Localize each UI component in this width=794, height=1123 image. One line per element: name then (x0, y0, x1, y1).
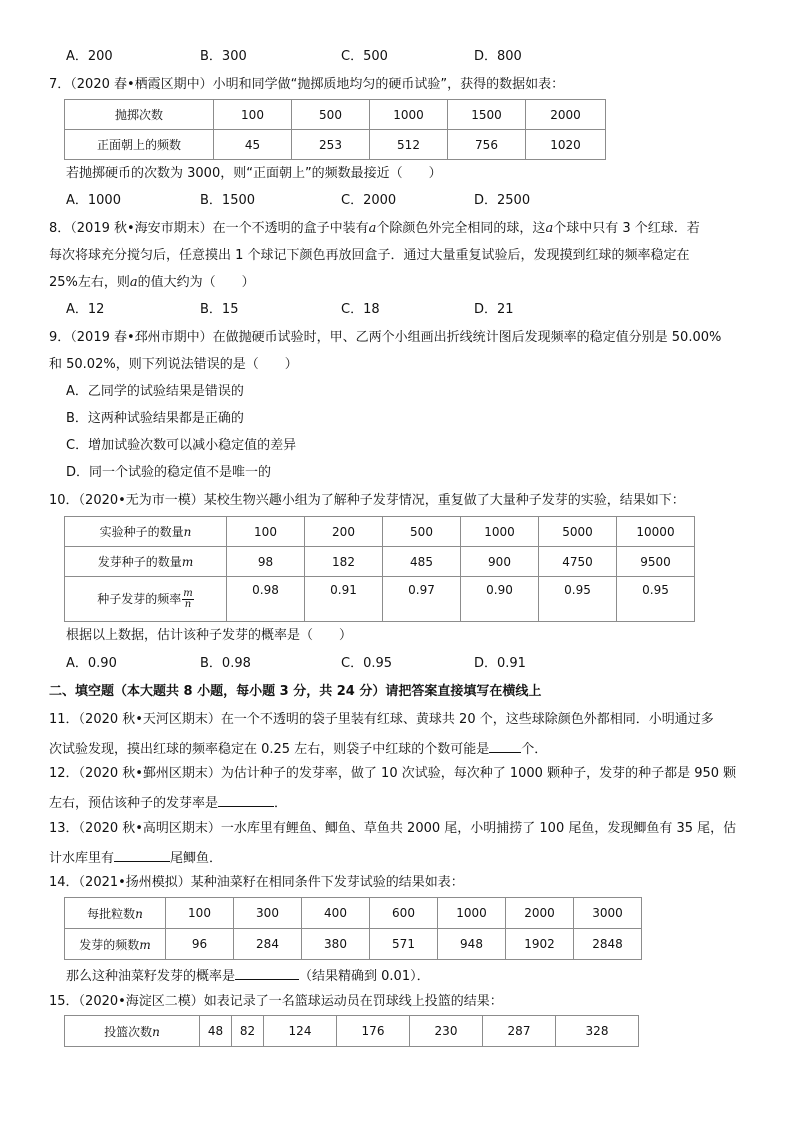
q7-table-row (65, 130, 606, 160)
q10-table (64, 516, 695, 622)
q8-text: 8．（2019 秋•海安市期末）在一个不透明的盒子中装有 (49, 221, 369, 236)
q7-cell: 756 (448, 130, 526, 160)
q15-stem: 15．（2020•海淀区二模）如表记录了一名篮球运动员在罚球线上投篮的结果： (49, 994, 503, 1009)
q14-cell: 1902 (506, 929, 574, 960)
q8-var-a: a (368, 221, 377, 236)
q14-cell: 948 (438, 929, 506, 960)
q8-text: 个除颜色外完全相同的球，这 (376, 221, 546, 236)
q10-cell: 0.91 (305, 577, 383, 622)
q10-label-m: 发芽种子的数量m (65, 547, 227, 577)
q14-cell: 100 (166, 898, 234, 929)
q8-option-d: D．21 (474, 302, 514, 317)
q15-cell: 328 (556, 1016, 639, 1047)
q10-row-freq (65, 577, 695, 622)
q7-cell: 1500 (448, 100, 526, 130)
q9-line1: 9．（2019 春•邳州市期中）在做抛硬币试验时，甲、乙两个小组画出折线统计图后发现频率的稳定值分别是 50.00% (49, 330, 722, 345)
q13-answer-blank (114, 847, 170, 862)
q7-cell: 500 (292, 100, 370, 130)
q10-option-b: B．0.98 (200, 656, 251, 671)
q10-cell: 900 (461, 547, 539, 577)
q15-cell: 124 (264, 1016, 337, 1047)
q8-text: 个球中只有 3 个红球．若 (553, 221, 700, 236)
q7-follow: 若抛掷硬币的次数为 3000，则“正面朝上”的频数最接近（ ） (66, 166, 442, 181)
q14-cell: 3000 (574, 898, 642, 929)
q14-row-n (65, 898, 642, 929)
section-heading-fill-in: 二、填空题（本大题共 8 小题，每小题 3 分，共 24 分）请把答案直接填写在横线上 (49, 684, 542, 699)
q10-cell: 9500 (617, 547, 695, 577)
q11-line1: 11．（2020 秋•天河区期末）在一个不透明的袋子里装有红球、黄球共 20 个，这些球除颜色外都相同．小明通过多 (49, 712, 714, 727)
q10-cell: 4750 (539, 547, 617, 577)
q12-line2: 左右，预估该种子的发芽率是 ． (49, 792, 287, 813)
q14-cell: 380 (302, 929, 370, 960)
q14-cell: 284 (234, 929, 302, 960)
q14-cell: 400 (302, 898, 370, 929)
q10-cell: 200 (305, 517, 383, 547)
q14-cell: 2848 (574, 929, 642, 960)
q10-cell: 0.90 (461, 577, 539, 622)
q6-option-b: B．300 (200, 49, 247, 64)
q10-option-a: A．0.90 (66, 656, 117, 671)
q14-cell: 300 (234, 898, 302, 929)
q14-stem: 14．（2021•扬州模拟）某种油菜籽在相同条件下发芽试验的结果如表： (49, 875, 464, 890)
q8-option-c: C．18 (341, 302, 380, 317)
q10-row-n (65, 517, 695, 547)
q7-cell: 100 (214, 100, 292, 130)
q10-cell: 485 (383, 547, 461, 577)
q14-row-m (65, 929, 642, 960)
q7-cell: 45 (214, 130, 292, 160)
q14-answer-blank (235, 965, 299, 980)
q15-cell: 176 (337, 1016, 410, 1047)
q6-option-c: C．500 (341, 49, 388, 64)
q7-option-c: C．2000 (341, 193, 397, 208)
q7-cell: 512 (370, 130, 448, 160)
q14-label-m: 发芽的频数m (65, 929, 166, 960)
q9-option-b: B．这两种试验结果都是正确的 (66, 411, 244, 426)
q10-stem: 10．（2020•无为市一模）某校生物兴趣小组为了解种子发芽情况，重复做了大量种子发芽的实验，结果如下： (49, 493, 685, 508)
q15-table (64, 1015, 639, 1047)
q7-stem: 7．（2020 春•栖霞区期中）小明和同学做“抛掷质地均匀的硬币试验”，获得的数据如表： (49, 77, 565, 92)
q15-cell: 82 (232, 1016, 264, 1047)
q14-cell: 600 (370, 898, 438, 929)
q10-cell: 0.97 (383, 577, 461, 622)
q7-cell: 1000 (370, 100, 448, 130)
q14-label-n: 每批粒数n (65, 898, 166, 929)
q10-option-d: D．0.91 (474, 656, 526, 671)
q8-line3 (49, 274, 255, 292)
q7-option-a: A．1000 (66, 193, 121, 208)
q8-option-b: B．15 (200, 302, 239, 317)
q8-option-a: A．12 (66, 302, 105, 317)
q13-line1: 13．（2020 秋•高明区期末）一水库里有鲤鱼、鲫鱼、草鱼共 2000 尾，小明捕捞了 100 尾鱼，发现鲫鱼有 35 尾，估 (49, 821, 737, 836)
q7-cell: 抛掷次数 (65, 100, 214, 130)
q14-cell: 96 (166, 929, 234, 960)
q8-var-a: a (545, 221, 554, 236)
q10-cell: 98 (227, 547, 305, 577)
q7-cell: 253 (292, 130, 370, 160)
q7-option-d: D．2500 (474, 193, 531, 208)
q8-line1 (49, 220, 700, 238)
q10-cell: 500 (383, 517, 461, 547)
q7-table (64, 99, 606, 160)
q9-line2: 和 50.02%，则下列说法错误的是（ ） (49, 357, 298, 372)
q12-answer-blank (218, 792, 274, 807)
q8-line2: 每次将球充分搅匀后，任意摸出 1 个球记下颜色再放回盒子．通过大量重复试验后，发现摸到红球的频率稳定在 (49, 248, 690, 263)
q10-cell: 0.98 (227, 577, 305, 622)
q10-label-n: 实验种子的数量n (65, 517, 227, 547)
q10-label-freq: 种子发芽的频率 $\frac{m}{n}$ (65, 577, 227, 622)
q10-option-c: C．0.95 (341, 656, 393, 671)
q14-follow: 那么这种油菜籽发芽的概率是 （结果精确到 0.01）． (66, 965, 430, 986)
q10-follow: 根据以上数据，估计该种子发芽的概率是（ ） (66, 628, 353, 643)
q10-cell: 0.95 (617, 577, 695, 622)
q13-line2: 计水库里有 尾鲫鱼． (49, 847, 222, 868)
q14-table (64, 897, 642, 960)
q11-answer-blank (489, 738, 521, 753)
q10-cell: 182 (305, 547, 383, 577)
q9-option-c: C．增加试验次数可以减小稳定值的差异 (66, 438, 297, 453)
q7-cell: 正面朝上的频数 (65, 130, 214, 160)
q10-cell: 5000 (539, 517, 617, 547)
q15-row-n (65, 1016, 639, 1047)
q7-cell: 1020 (526, 130, 606, 160)
q15-cell: 230 (410, 1016, 483, 1047)
q10-cell: 1000 (461, 517, 539, 547)
q15-cell: 48 (200, 1016, 232, 1047)
q8-var-a: a (129, 275, 138, 290)
q15-label-n: 投篮次数n (65, 1016, 200, 1047)
q6-option-d: D．800 (474, 49, 522, 64)
q14-cell: 571 (370, 929, 438, 960)
q8-text: 的值大约为（ ） (137, 275, 255, 290)
q14-cell: 2000 (506, 898, 574, 929)
q9-option-a: A．乙同学的试验结果是错误的 (66, 384, 244, 399)
q8-text: 25%左右，则 (49, 275, 130, 290)
q7-table-row (65, 100, 606, 130)
q10-cell: 0.95 (539, 577, 617, 622)
q9-option-d: D．同一个试验的稳定值不是唯一的 (66, 465, 272, 480)
q7-cell: 2000 (526, 100, 606, 130)
q7-option-b: B．1500 (200, 193, 256, 208)
q6-option-a: A．200 (66, 49, 113, 64)
q10-fraction: $\frac{m}{n}$ (183, 587, 193, 610)
q10-cell: 10000 (617, 517, 695, 547)
q10-row-m (65, 547, 695, 577)
q12-line1: 12．（2020 秋•鄞州区期末）为估计种子的发芽率，做了 10 次试验，每次种了 1000 颗种子，发芽的种子都是 950 颗 (49, 766, 737, 781)
q10-cell: 100 (227, 517, 305, 547)
q11-line2: 次试验发现，摸出红球的频率稳定在 0.25 左右，则袋子中红球的个数可能是 个． (49, 738, 547, 759)
q14-cell: 1000 (438, 898, 506, 929)
q15-cell: 287 (483, 1016, 556, 1047)
